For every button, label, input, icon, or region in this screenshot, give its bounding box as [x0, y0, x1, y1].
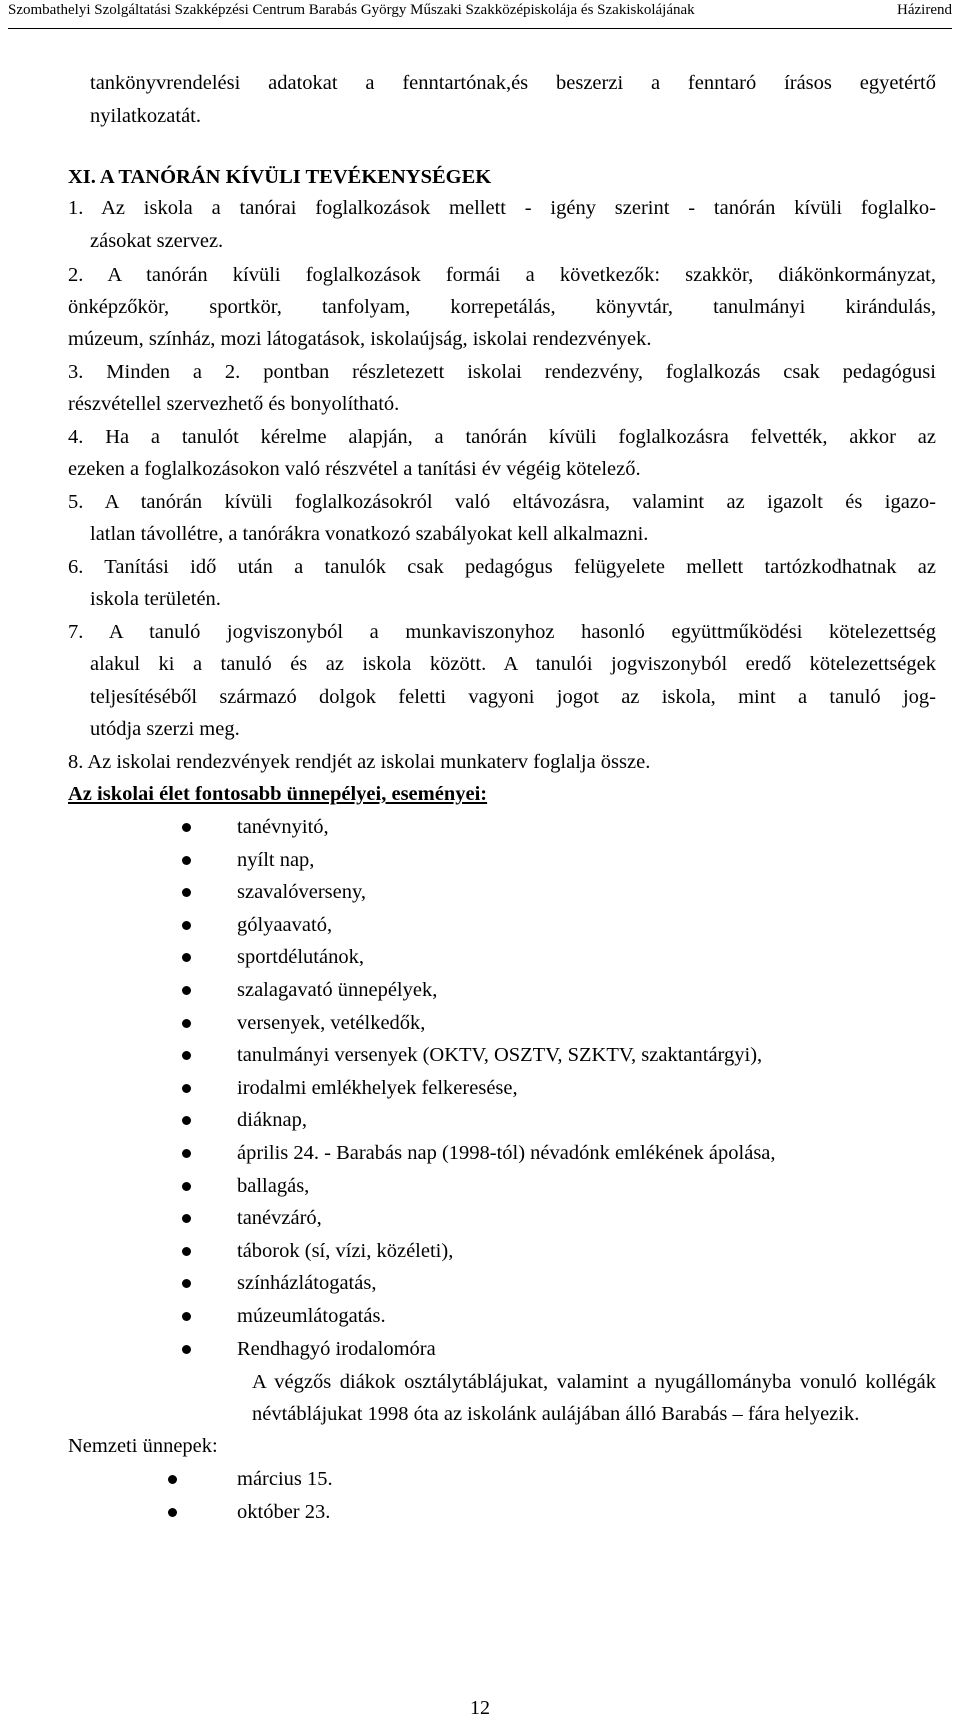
- bullet-icon: [168, 1475, 177, 1484]
- bullet-icon: [182, 953, 191, 962]
- event-item: tanévzáró,: [237, 1207, 322, 1230]
- bullet-icon: [182, 1214, 191, 1223]
- item-line: 5. A tanórán kívüli foglalkozásokról való eltávozásra, valamint az igazolt és igazo-: [68, 491, 936, 513]
- closing-line: névtáblájukat 1998 óta az iskolánk aulájában álló Barabás – fára helyezik.: [252, 1403, 860, 1425]
- closing-line: A végzős diákok osztálytáblájukat, valamint a nyugállományba vonuló kollégák: [252, 1371, 936, 1393]
- event-item: színházlátogatás,: [237, 1272, 377, 1295]
- event-item: Rendhagyó irodalomóra: [237, 1337, 436, 1360]
- national-holiday-item: március 15.: [237, 1468, 333, 1490]
- item-line: 3. Minden a 2. pontban részletezett iskolai rendezvény, foglalkozás csak pedagógusi: [68, 361, 936, 383]
- bullet-icon: [182, 1051, 191, 1060]
- bullet-icon: [182, 823, 191, 832]
- bullet-icon: [182, 1247, 191, 1256]
- item-line: 7. A tanuló jogviszonyból a munkaviszonyhoz hasonló együttműködési kötelezettség: [68, 621, 936, 643]
- event-item: április 24. - Barabás nap (1998-tól) névadónk emlékének ápolása,: [237, 1142, 776, 1164]
- bullet-icon: [182, 888, 191, 897]
- bullet-icon: [168, 1508, 177, 1517]
- header-school-name: Szombathelyi Szolgáltatási Szakképzési Centrum Barabás György Műszaki Szakközépiskolája és Szakiskolájának: [8, 2, 695, 18]
- event-item: múzeumlátogatás.: [237, 1305, 386, 1327]
- item-line: részvétellel szervezhető és bonyolítható.: [68, 393, 400, 415]
- event-item: versenyek, vetélkedők,: [237, 1011, 426, 1034]
- bullet-icon: [182, 1149, 191, 1158]
- bullet-icon: [182, 1279, 191, 1288]
- item-line: 8. Az iskolai rendezvények rendjét az iskolai munkaterv foglalja össze.: [68, 751, 651, 773]
- item-line: múzeum, színház, mozi látogatások, iskolaújság, iskolai rendezvények.: [68, 328, 652, 350]
- event-item: diáknap,: [237, 1109, 308, 1132]
- item-line: alakul ki a tanuló és az iskola között. A tanulói jogviszonyból eredő kötelezettségek: [90, 653, 936, 675]
- event-item: szalagavató ünnepélyek,: [237, 979, 438, 1001]
- item-line: utódja szerzi meg.: [90, 718, 240, 740]
- item-line: 6. Tanítási idő után a tanulók csak pedagógus felügyelete mellett tartózkodhatnak az: [68, 556, 936, 578]
- page-number: 12: [470, 1697, 490, 1719]
- item-line: 2. A tanórán kívüli foglalkozások formái a következők: szakkör, diákönkormányzat,: [68, 264, 936, 286]
- item-line: teljesítéséből származó dolgok feletti vagyoni jogot az iskola, mint a tanuló jog-: [90, 686, 936, 708]
- header-document-title: Házirend: [897, 2, 952, 18]
- item-line: önképzőkör, sportkör, tanfolyam, korrepetálás, könyvtár, tanulmányi kirándulás,: [68, 296, 936, 318]
- event-item: gólyaavató,: [237, 913, 333, 936]
- event-item: sportdélutánok,: [237, 946, 364, 969]
- bullet-icon: [182, 1345, 191, 1354]
- events-title: Az iskolai élet fontosabb ünnepélyei, eseményei:: [68, 783, 488, 805]
- bullet-icon: [182, 921, 191, 930]
- event-item: nyílt nap,: [237, 848, 315, 871]
- bullet-icon: [182, 856, 191, 865]
- intro-line: nyilatkozatát.: [90, 105, 201, 127]
- item-line: ezeken a foglalkozásokon való részvétel a tanítási év végéig kötelező.: [68, 458, 641, 480]
- item-line: iskola területén.: [90, 588, 221, 610]
- event-item: tanévnyitó,: [237, 816, 329, 838]
- bullet-icon: [182, 1084, 191, 1093]
- bullet-icon: [182, 986, 191, 995]
- intro-line: tankönyvrendelési adatokat a fenntartónak,és beszerzi a fenntaró írásos egyetértő: [90, 72, 936, 94]
- event-item: szavalóverseny,: [237, 881, 367, 904]
- item-line: zásokat szervez.: [90, 230, 224, 252]
- bullet-icon: [182, 1312, 191, 1321]
- bullet-icon: [182, 1182, 191, 1191]
- item-line: 4. Ha a tanulót kérelme alapján, a tanórán kívüli foglalkozásra felvették, akkor az: [68, 426, 936, 448]
- bullet-icon: [182, 1116, 191, 1125]
- national-holidays-title: Nemzeti ünnepek:: [68, 1435, 218, 1457]
- national-holiday-item: október 23.: [237, 1501, 331, 1523]
- event-item: ballagás,: [237, 1174, 310, 1197]
- event-item: táborok (sí, vízi, közéleti),: [237, 1239, 454, 1262]
- item-line: 1. Az iskola a tanórai foglalkozások mellett - igény szerint - tanórán kívüli foglalko-: [68, 197, 936, 219]
- section-title: XI. A TANÓRÁN KÍVÜLI TEVÉKENYSÉGEK: [68, 166, 492, 188]
- page-header: [8, 0, 952, 29]
- item-line: latlan távollétre, a tanórákra vonatkozó szabályokat kell alkalmazni.: [90, 523, 649, 545]
- bullet-icon: [182, 1019, 191, 1028]
- event-item: irodalmi emlékhelyek felkeresése,: [237, 1076, 518, 1099]
- event-item: tanulmányi versenyek (OKTV, OSZTV, SZKTV, szaktantárgyi),: [237, 1044, 763, 1067]
